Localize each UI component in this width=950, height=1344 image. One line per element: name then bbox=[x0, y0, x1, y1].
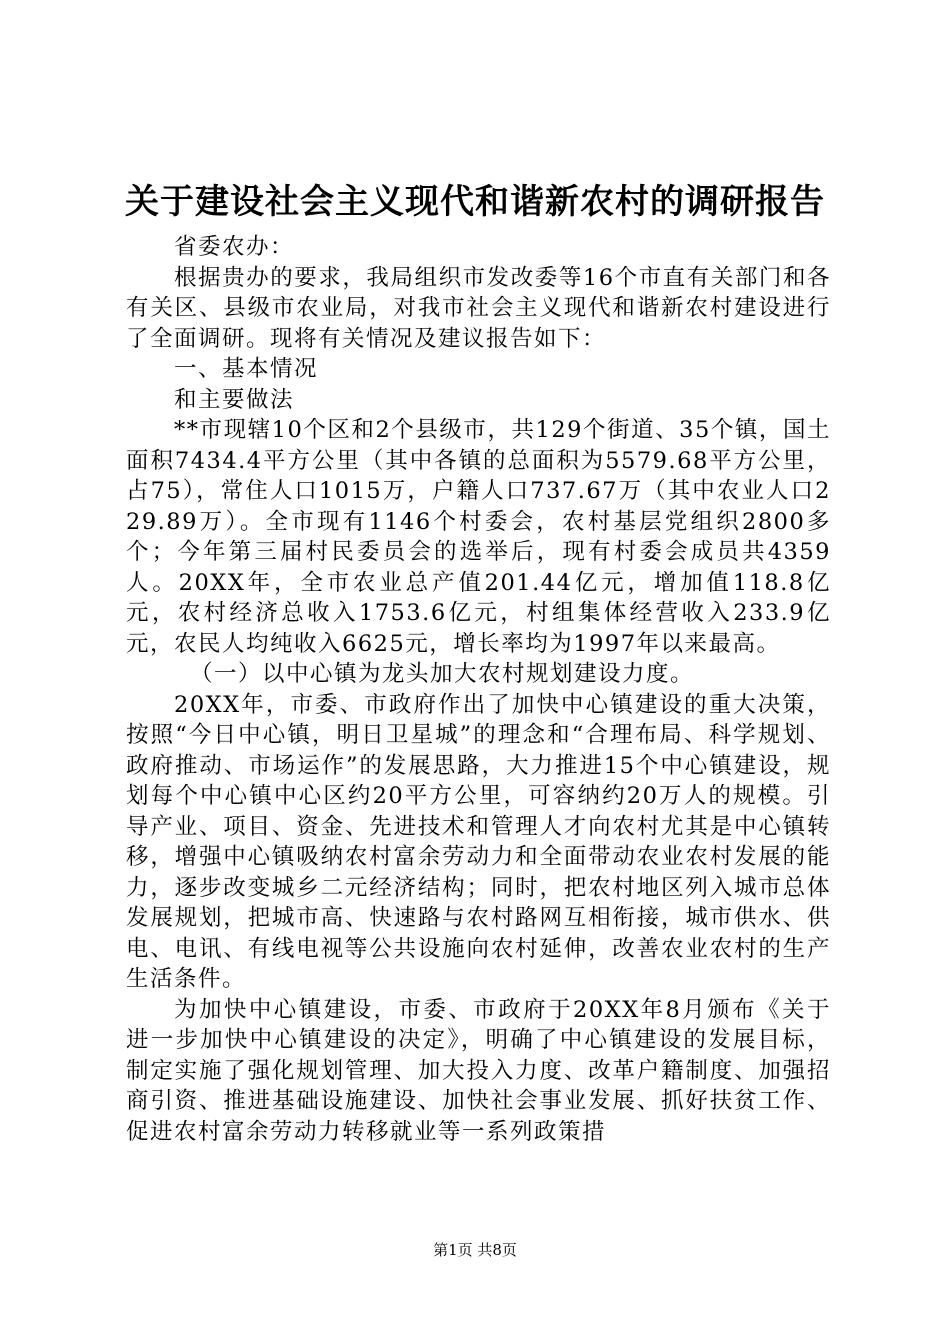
document-body bbox=[126, 232, 831, 1147]
section-heading-1: 一、基本情况 bbox=[174, 356, 319, 382]
paragraph-central-town-policy: 为加快中心镇建设，市委、市政府于20XX年8月颁布《关于进一步加快中心镇建设的决定》，明确了中心镇建设的发展目标，制定实施了强化规划管理、加大投入力度、改革户籍制度、加强招商引资、推进基础设施建设、加快社会事业发展、抓好扶贫工作、促进农村富余劳动力转移就业等一系列政策措 bbox=[126, 996, 831, 1145]
salutation: 省委农办： bbox=[174, 234, 295, 260]
document-title: 关于建设社会主义现代和谐新农村的调研报告 bbox=[125, 182, 825, 222]
page-number-footer: 第1页 共8页 bbox=[433, 1241, 517, 1259]
paragraph-basic-situation: **市现辖10个区和2个县级市，共129个街道、35个镇，国土面积7434.4平方公里（其中各镇的总面积为5579.68平方公里，占75），常住人口1015万，户籍人口737.67万（其中农业人口229.89万）。全市现有1146个村委会，农村基层党组织2800多个；今年第三届村民委员会的选举后，现有村委会成员共4359人。20XX年，全市农业总产值201.44亿元，增加值118.8亿元，农村经济总收入1753.6亿元，村组集体经营收入233.9亿元，农民人均纯收入6625元，增长率均为1997年以来最高。 bbox=[126, 417, 831, 657]
subsection-heading-1: （一）以中心镇为龙头加大农村规划建设力度。 bbox=[190, 661, 695, 687]
paragraph-intro: 根据贵办的要求，我局组织市发改委等16个市直有关部门和各有关区、县级市农业局，对我市社会主义现代和谐新农村建设进行了全面调研。现将有关情况及建议报告如下： bbox=[126, 264, 831, 352]
section-heading-1-continued: 和主要做法 bbox=[174, 386, 295, 413]
paragraph-central-town: 20XX年，市委、市政府作出了加快中心镇建设的重大决策，按照“今日中心镇，明日卫星城”的理念和“合理布局、科学规划、政府推动、市场运作”的发展思路，大力推进15个中心镇建设，规划每个中心镇中心区约20平方公里，可容纳约20万人的规模。引导产业、项目、资金、先进技术和管理人才向农村尤其是中心镇转移，增强中心镇吸纳农村富余劳动力和全面带动农业农村发展的能力，逐步改变城乡二元经济结构；同时，把农村地区列入城市总体发展规划，把城市高、快速路与农村路网互相衔接，城市供水、供电、电讯、有线电视等公共设施向农村延伸，改善农业农村的生产生活条件。 bbox=[126, 691, 831, 992]
